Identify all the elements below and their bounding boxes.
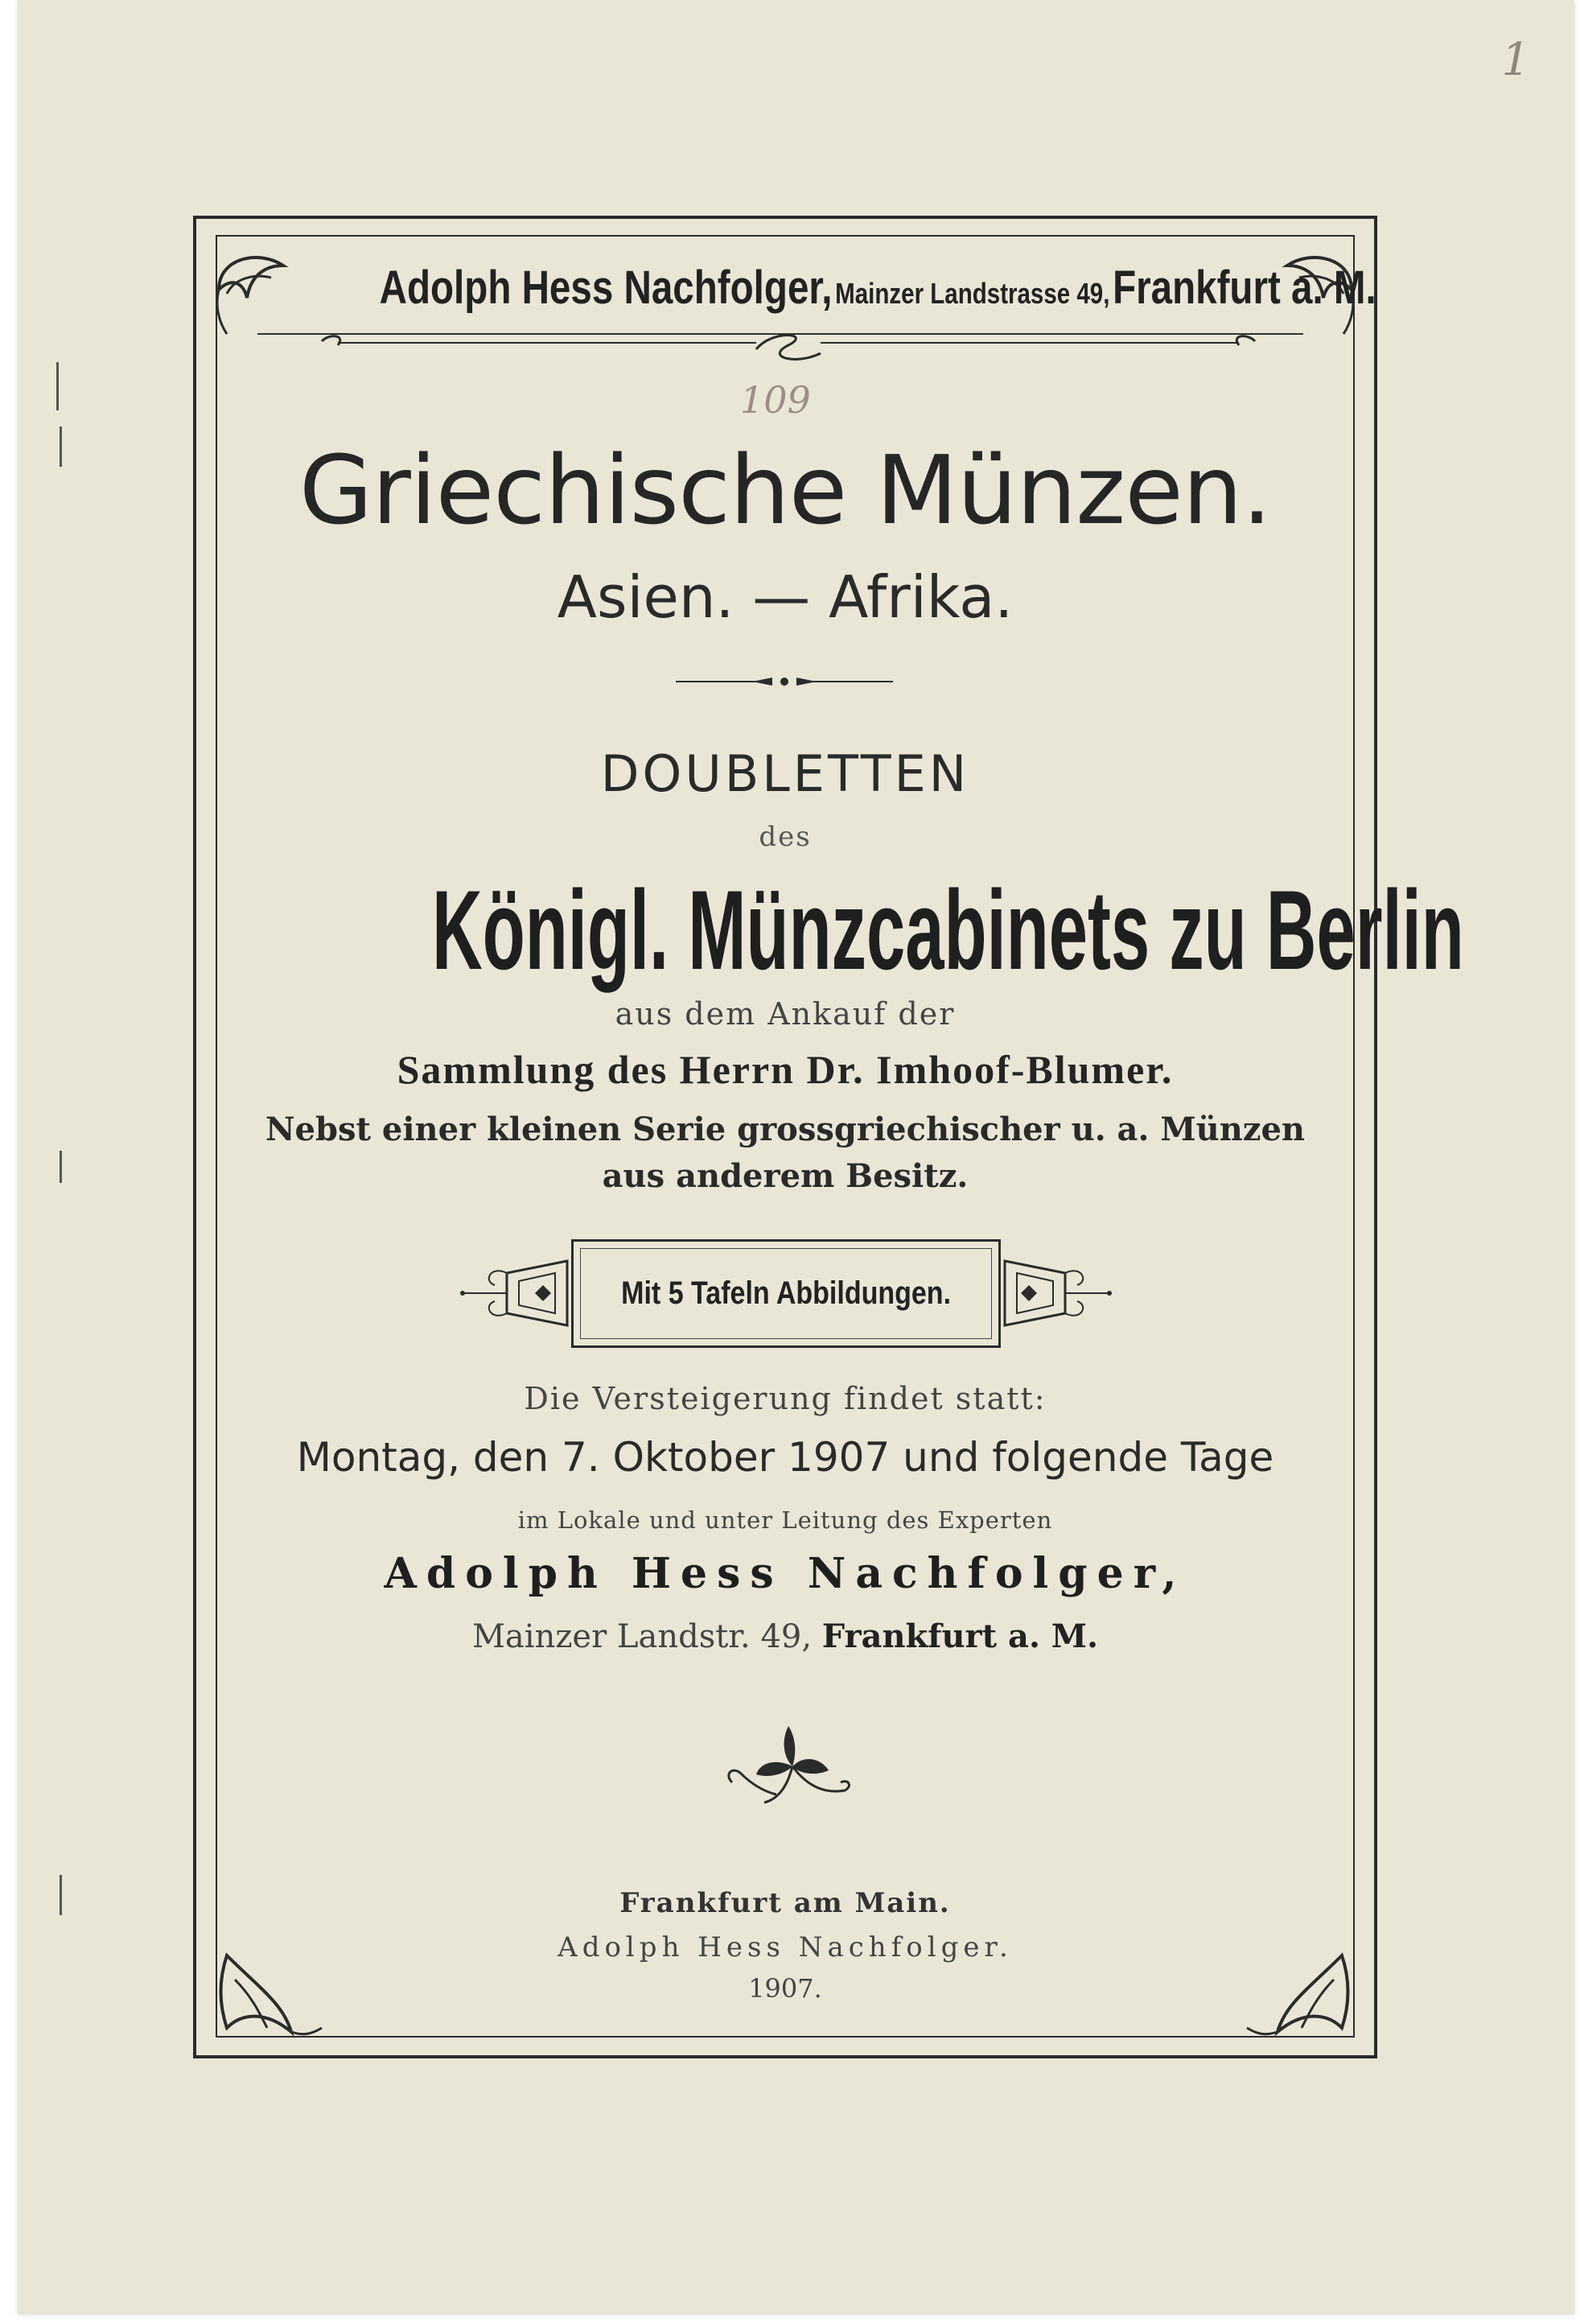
regions-subtitle: Asien. — Afrika. — [557, 563, 1014, 631]
margin-mark — [56, 362, 59, 410]
auction-address — [216, 1617, 1355, 1655]
header-city: Frankfurt a. M. — [1113, 262, 1376, 314]
plates-box — [571, 1239, 1001, 1348]
doubletten-heading: DOUBLETTEN — [600, 744, 970, 803]
auction-date: Montag, den 7. Oktober 1907 und folgende Tage — [296, 1434, 1274, 1481]
margin-mark — [60, 1151, 62, 1183]
divider-ornament — [676, 670, 893, 694]
margin-mark — [60, 1875, 62, 1915]
imprint-place: Frankfurt am Main. — [619, 1887, 951, 1919]
institution-title: Königl. Münzcabinets zu Berlin — [432, 867, 1464, 993]
nebst-line-2: aus anderem Besitz. — [602, 1157, 969, 1195]
imprint-publisher: Adolph Hess Nachfolger. — [558, 1931, 1013, 1963]
leaf-ornament — [716, 1718, 861, 1815]
header-address: Mainzer Landstrasse 49, — [835, 277, 1110, 310]
expert-intro: im Lokale und unter Leitung des Experten — [517, 1506, 1053, 1534]
flourish-right-ornament — [1001, 1249, 1113, 1337]
auction-city: Frankfurt a. M. — [821, 1617, 1099, 1655]
flourish-left-ornament — [459, 1249, 571, 1337]
des-text: des — [759, 821, 812, 853]
header-firm: Adolph Hess Nachfolger, — [379, 262, 833, 314]
aus-dem-text: aus dem Ankauf der — [615, 996, 956, 1032]
corner-ornament-top-left — [211, 233, 299, 338]
plates-label: Mit 5 Tafeln Abbildungen. — [621, 1275, 951, 1311]
corner-pencil-mark: 1 — [1501, 34, 1530, 86]
pencil-catalogue-number: 109 — [740, 378, 811, 422]
expert-name: Adolph Hess Nachfolger, — [384, 1549, 1187, 1598]
auction-intro: Die Versteigerung findet statt: — [524, 1381, 1047, 1416]
nebst-line-1: Nebst einer kleinen Serie grossgriechischer u. a. Münzen — [265, 1110, 1306, 1148]
auction-street: Mainzer Landstr. 49, — [471, 1618, 813, 1655]
margin-mark — [60, 426, 62, 467]
main-title: Griechische Münzen. — [298, 435, 1272, 546]
imprint-year: 1907. — [748, 1973, 822, 2004]
header-scroll-ornament — [306, 325, 1271, 373]
header-firm-line — [379, 261, 1376, 315]
plates-box-inner — [580, 1248, 992, 1339]
collection-name: Sammlung des Herrn Dr. Imhoof-Blumer. — [397, 1047, 1174, 1092]
